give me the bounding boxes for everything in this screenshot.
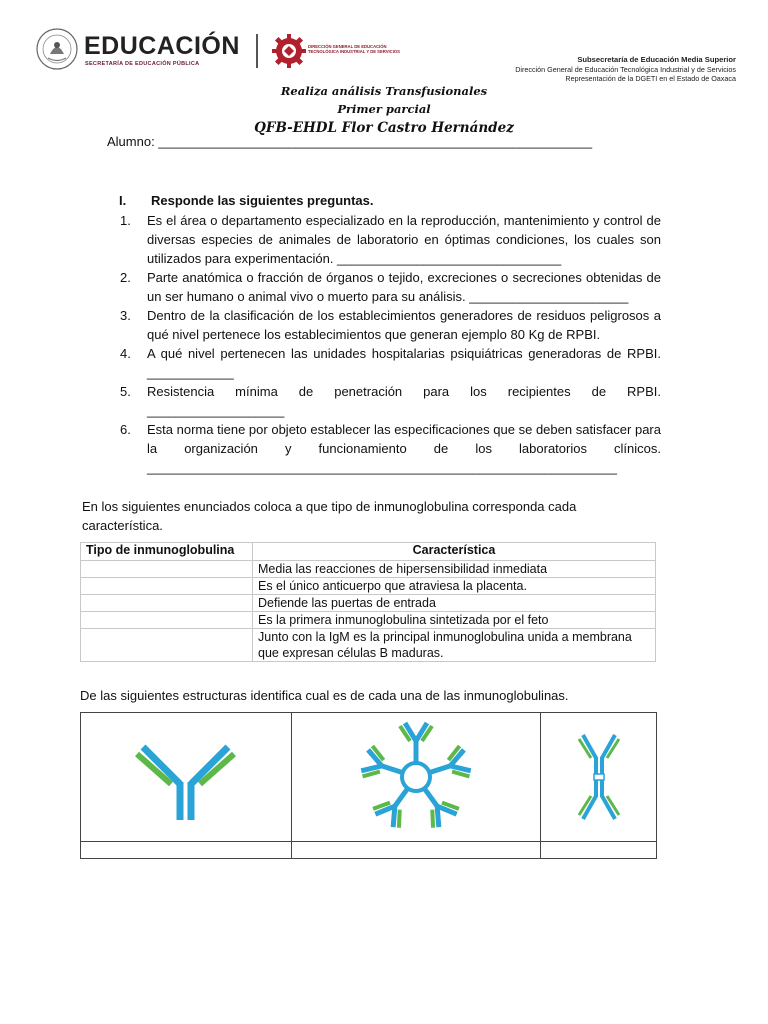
table-row	[81, 612, 656, 629]
question-number: 6.	[120, 422, 131, 437]
question-number: 5.	[120, 384, 131, 399]
question-item	[120, 268, 661, 306]
dgeti-gear-logo-icon	[272, 34, 306, 68]
characteristic-cell: Junto con la IgM es la principal inmunoglobulina unida a membrana que expresan células B maduras.	[253, 629, 656, 662]
characteristic-cell: Media las reacciones de hipersensibilidad inmediata	[253, 561, 656, 578]
question-text[interactable]: Esta norma tiene por objeto establecer las especificaciones que se deben satisfacer para la organización y funcionamiento de los laboratorios clínicos. _________________________________________________________________	[147, 422, 661, 475]
characteristic-cell: Es el único anticuerpo que atraviesa la placenta.	[253, 578, 656, 595]
structure-cell-1	[81, 713, 292, 842]
question-text[interactable]: Dentro de la clasificación de los establecimientos generadores de residuos peligrosos a qué nivel pertenece los establecimientos que generan ejemplo 80 Kg de RPBI.	[147, 308, 661, 342]
title-line-1: Realiza análisis Transfusionales	[280, 84, 488, 98]
dgeti-name	[308, 44, 408, 54]
structure-cell-3	[541, 713, 657, 842]
answer-cell[interactable]	[81, 629, 253, 662]
header-right-line-1: Subsecretaría de Educación Media Superior	[577, 55, 736, 64]
answer-cell[interactable]	[81, 561, 253, 578]
question-number: 4.	[120, 346, 131, 361]
header-right-text	[515, 55, 736, 84]
col-header-type: Tipo de inmunoglobulina	[81, 543, 253, 561]
immunoglobulin-table	[80, 542, 656, 662]
answer-row	[81, 842, 657, 859]
dimer-antibody-icon	[569, 727, 629, 827]
structure-cell-2	[292, 713, 541, 842]
structures-table	[80, 712, 657, 859]
question-text[interactable]: Resistencia mínima de penetración para los recipientes de RPBI. ___________________	[147, 384, 661, 418]
edu-subtitle: SECRETARÍA DE EDUCACIÓN PÚBLICA	[85, 61, 200, 67]
structure-image-row	[81, 713, 657, 842]
question-number: 1.	[120, 213, 131, 228]
question-text[interactable]: Parte anatómica o fracción de órganos o tejido, excreciones o secreciones obtenidas de un ser humano o animal vivo o muerto para su análisis. ______________________	[147, 270, 661, 304]
table-row	[81, 561, 656, 578]
question-text[interactable]: A qué nivel pertenecen las unidades hospitalarias psiquiátricas generadoras de RPBI. ____________	[147, 346, 661, 380]
dgeti-line-2: TECNOLÓGICA INDUSTRIAL Y DE SERVICIOS	[308, 49, 400, 54]
table-row	[81, 629, 656, 662]
answer-cell[interactable]	[292, 842, 541, 859]
question-text[interactable]: Es el área o departamento especializado en la reproducción, mantenimiento y control de diversas especies de animales de laboratorio en óptimas condiciones, los cuales son utilizados para experimentación. _______________________________	[147, 213, 661, 266]
answer-cell[interactable]	[81, 578, 253, 595]
table-row	[81, 578, 656, 595]
table-header-row	[81, 543, 656, 561]
section-2-instructions: En los siguientes enunciados coloca a que tipo de inmunoglobulina corresponda cada característica.	[82, 499, 577, 533]
title-line-3: QFB-EHDL Flor Castro Hernández	[254, 120, 514, 136]
section-1-heading	[119, 193, 374, 208]
header-divider	[256, 34, 258, 68]
characteristic-cell: Es la primera inmunoglobulina sintetizada por el feto	[253, 612, 656, 629]
section-1-title: Responde las siguientes preguntas.	[151, 193, 374, 208]
answer-cell[interactable]	[541, 842, 657, 859]
section-1-numeral: I.	[119, 193, 127, 208]
answer-cell[interactable]	[81, 612, 253, 629]
answer-cell[interactable]	[81, 595, 253, 612]
section-3-instructions: De las siguientes estructuras identifica cual es de cada una de las inmunoglobulinas.	[80, 688, 569, 703]
national-seal-icon	[36, 28, 78, 70]
question-item	[120, 382, 661, 420]
document-title	[0, 82, 768, 138]
question-list	[120, 211, 661, 477]
answer-cell[interactable]	[81, 842, 292, 859]
question-item	[120, 420, 661, 477]
col-header-characteristic: Característica	[253, 543, 656, 561]
pentamer-antibody-icon	[351, 718, 481, 836]
table-row	[81, 595, 656, 612]
dgeti-line-1: DIRECCIÓN GENERAL DE EDUCACIÓN	[308, 44, 387, 49]
y-antibody-monomer-icon	[131, 732, 241, 822]
student-name-field[interactable]: Alumno: ____________________________________________________________	[107, 134, 593, 149]
question-number: 2.	[120, 270, 131, 285]
header-right-line-3: Representación de la DGETI en el Estado de Oaxaca	[565, 74, 736, 83]
question-number: 3.	[120, 308, 131, 323]
question-item	[120, 344, 661, 382]
question-item	[120, 211, 661, 268]
question-item	[120, 306, 661, 344]
edu-title: EDUCACIÓN	[84, 32, 240, 60]
title-line-2: Primer parcial	[337, 102, 431, 116]
page-header	[36, 28, 736, 83]
header-right-line-2: Dirección General de Educación Tecnológica Industrial y de Servicios	[515, 64, 736, 74]
characteristic-cell: Defiende las puertas de entrada	[253, 595, 656, 612]
